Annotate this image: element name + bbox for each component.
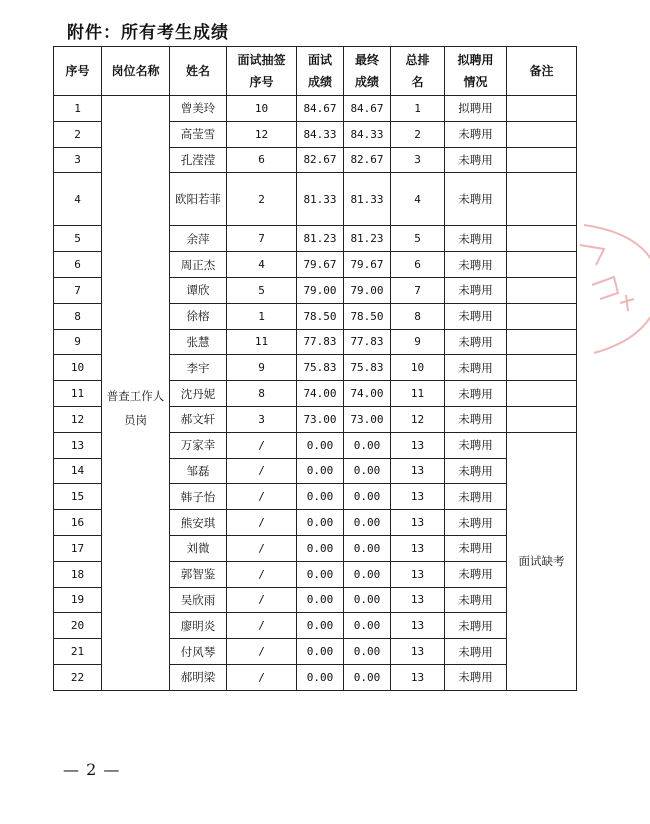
cell-draw: / (227, 639, 297, 665)
cell-no: 13 (54, 432, 102, 458)
cell-name: 吴欣雨 (170, 587, 227, 613)
cell-no: 14 (54, 458, 102, 484)
cell-final: 84.33 (344, 121, 391, 147)
header-interview: 面试成绩 (297, 47, 344, 96)
table-body (54, 96, 577, 691)
cell-rank: 10 (391, 355, 445, 381)
header-position: 岗位名称 (102, 47, 170, 96)
cell-hire: 未聘用 (445, 639, 507, 665)
cell-rank: 13 (391, 664, 445, 690)
cell-no: 12 (54, 406, 102, 432)
cell-draw: 5 (227, 277, 297, 303)
cell-name: 郝文轩 (170, 406, 227, 432)
cell-interview: 0.00 (297, 510, 344, 536)
cell-no: 11 (54, 381, 102, 407)
cell-hire: 拟聘用 (445, 96, 507, 122)
cell-name: 张慧 (170, 329, 227, 355)
cell-rank: 3 (391, 147, 445, 173)
cell-remark (507, 406, 577, 432)
cell-draw: 4 (227, 252, 297, 278)
cell-name: 徐榕 (170, 303, 227, 329)
cell-draw: 8 (227, 381, 297, 407)
cell-hire: 未聘用 (445, 664, 507, 690)
cell-remark (507, 303, 577, 329)
cell-final: 79.00 (344, 277, 391, 303)
cell-hire: 未聘用 (445, 381, 507, 407)
cell-draw: / (227, 664, 297, 690)
header-hire: 拟聘用情况 (445, 47, 507, 96)
cell-name: 李宇 (170, 355, 227, 381)
cell-draw: 6 (227, 147, 297, 173)
cell-final: 84.67 (344, 96, 391, 122)
cell-interview: 79.67 (297, 252, 344, 278)
cell-interview: 0.00 (297, 535, 344, 561)
cell-final: 0.00 (344, 458, 391, 484)
cell-no: 16 (54, 510, 102, 536)
header-name: 姓名 (170, 47, 227, 96)
cell-draw: 7 (227, 226, 297, 252)
cell-rank: 13 (391, 458, 445, 484)
cell-final: 75.83 (344, 355, 391, 381)
cell-no: 17 (54, 535, 102, 561)
cell-rank: 2 (391, 121, 445, 147)
cell-hire: 未聘用 (445, 561, 507, 587)
cell-hire: 未聘用 (445, 432, 507, 458)
cell-draw: / (227, 613, 297, 639)
cell-rank: 13 (391, 639, 445, 665)
cell-hire: 未聘用 (445, 406, 507, 432)
cell-no: 19 (54, 587, 102, 613)
cell-name: 付风琴 (170, 639, 227, 665)
cell-draw: 3 (227, 406, 297, 432)
cell-final: 74.00 (344, 381, 391, 407)
cell-interview: 81.23 (297, 226, 344, 252)
cell-final: 0.00 (344, 561, 391, 587)
cell-hire: 未聘用 (445, 355, 507, 381)
cell-hire: 未聘用 (445, 329, 507, 355)
cell-no: 5 (54, 226, 102, 252)
table-header-row (54, 47, 577, 96)
cell-no: 6 (54, 252, 102, 278)
cell-rank: 12 (391, 406, 445, 432)
cell-draw: / (227, 535, 297, 561)
cell-final: 0.00 (344, 484, 391, 510)
cell-no: 10 (54, 355, 102, 381)
cell-rank: 13 (391, 484, 445, 510)
cell-draw: / (227, 587, 297, 613)
cell-draw: 2 (227, 173, 297, 226)
cell-remark (507, 147, 577, 173)
cell-remark (507, 96, 577, 122)
cell-final: 0.00 (344, 432, 391, 458)
cell-remark (507, 329, 577, 355)
cell-name: 余萍 (170, 226, 227, 252)
cell-no: 9 (54, 329, 102, 355)
cell-interview: 0.00 (297, 664, 344, 690)
cell-interview: 0.00 (297, 484, 344, 510)
cell-interview: 0.00 (297, 432, 344, 458)
cell-hire: 未聘用 (445, 510, 507, 536)
cell-rank: 4 (391, 173, 445, 226)
header-rank: 总排名 (391, 47, 445, 96)
cell-interview: 84.67 (297, 96, 344, 122)
cell-final: 81.23 (344, 226, 391, 252)
cell-rank: 1 (391, 96, 445, 122)
cell-draw: 12 (227, 121, 297, 147)
cell-draw: 11 (227, 329, 297, 355)
cell-no: 21 (54, 639, 102, 665)
cell-rank: 7 (391, 277, 445, 303)
cell-hire: 未聘用 (445, 277, 507, 303)
cell-interview: 78.50 (297, 303, 344, 329)
results-table (53, 46, 577, 691)
document-title: 附件：所有考生成绩 (67, 23, 229, 43)
cell-name: 欧阳若菲 (170, 173, 227, 226)
cell-draw: / (227, 432, 297, 458)
cell-interview: 84.33 (297, 121, 344, 147)
cell-hire: 未聘用 (445, 587, 507, 613)
cell-no: 15 (54, 484, 102, 510)
cell-hire: 未聘用 (445, 484, 507, 510)
cell-rank: 13 (391, 613, 445, 639)
cell-final: 0.00 (344, 639, 391, 665)
header-no: 序号 (54, 47, 102, 96)
cell-remark (507, 226, 577, 252)
official-seal-stamp (574, 215, 650, 355)
page-number: — 2 — (63, 760, 121, 779)
cell-remark (507, 121, 577, 147)
cell-name: 高莹雪 (170, 121, 227, 147)
cell-rank: 13 (391, 432, 445, 458)
cell-name: 廖明炎 (170, 613, 227, 639)
cell-rank: 13 (391, 510, 445, 536)
cell-hire: 未聘用 (445, 303, 507, 329)
cell-name: 曾美玲 (170, 96, 227, 122)
cell-hire: 未聘用 (445, 613, 507, 639)
cell-remark (507, 381, 577, 407)
cell-rank: 5 (391, 226, 445, 252)
cell-remark-absent: 面试缺考 (507, 432, 577, 690)
cell-final: 79.67 (344, 252, 391, 278)
cell-final: 81.33 (344, 173, 391, 226)
cell-rank: 6 (391, 252, 445, 278)
cell-rank: 11 (391, 381, 445, 407)
cell-no: 20 (54, 613, 102, 639)
cell-interview: 0.00 (297, 458, 344, 484)
cell-draw: / (227, 510, 297, 536)
cell-final: 0.00 (344, 510, 391, 536)
cell-rank: 13 (391, 535, 445, 561)
cell-draw: 10 (227, 96, 297, 122)
cell-hire: 未聘用 (445, 252, 507, 278)
cell-name: 孔滢滢 (170, 147, 227, 173)
cell-draw: 1 (227, 303, 297, 329)
cell-rank: 13 (391, 561, 445, 587)
cell-rank: 8 (391, 303, 445, 329)
cell-no: 1 (54, 96, 102, 122)
cell-rank: 13 (391, 587, 445, 613)
cell-hire: 未聘用 (445, 173, 507, 226)
cell-name: 谭欣 (170, 277, 227, 303)
cell-final: 0.00 (344, 613, 391, 639)
cell-final: 0.00 (344, 535, 391, 561)
cell-interview: 79.00 (297, 277, 344, 303)
cell-name: 周正杰 (170, 252, 227, 278)
cell-name: 邹磊 (170, 458, 227, 484)
table-row (54, 96, 577, 122)
cell-name: 韩子怡 (170, 484, 227, 510)
cell-interview: 74.00 (297, 381, 344, 407)
cell-remark (507, 355, 577, 381)
cell-no: 3 (54, 147, 102, 173)
cell-interview: 0.00 (297, 587, 344, 613)
cell-no: 22 (54, 664, 102, 690)
cell-final: 78.50 (344, 303, 391, 329)
cell-hire: 未聘用 (445, 226, 507, 252)
cell-no: 8 (54, 303, 102, 329)
cell-position-name: 普查工作人员岗 (102, 96, 170, 691)
cell-interview: 0.00 (297, 639, 344, 665)
cell-draw: / (227, 561, 297, 587)
cell-no: 7 (54, 277, 102, 303)
cell-draw: 9 (227, 355, 297, 381)
cell-hire: 未聘用 (445, 121, 507, 147)
header-final: 最终成绩 (344, 47, 391, 96)
cell-hire: 未聘用 (445, 458, 507, 484)
cell-hire: 未聘用 (445, 535, 507, 561)
cell-interview: 81.33 (297, 173, 344, 226)
header-remark: 备注 (507, 47, 577, 96)
header-draw: 面试抽签序号 (227, 47, 297, 96)
cell-final: 82.67 (344, 147, 391, 173)
cell-final: 0.00 (344, 664, 391, 690)
cell-final: 0.00 (344, 587, 391, 613)
cell-final: 73.00 (344, 406, 391, 432)
cell-name: 万家幸 (170, 432, 227, 458)
cell-name: 熊安琪 (170, 510, 227, 536)
cell-name: 沈丹妮 (170, 381, 227, 407)
cell-draw: / (227, 484, 297, 510)
cell-rank: 9 (391, 329, 445, 355)
cell-no: 18 (54, 561, 102, 587)
cell-no: 4 (54, 173, 102, 226)
cell-interview: 77.83 (297, 329, 344, 355)
cell-interview: 82.67 (297, 147, 344, 173)
cell-remark (507, 277, 577, 303)
cell-hire: 未聘用 (445, 147, 507, 173)
cell-name: 郝明梁 (170, 664, 227, 690)
cell-draw: / (227, 458, 297, 484)
cell-name: 刘微 (170, 535, 227, 561)
cell-final: 77.83 (344, 329, 391, 355)
cell-remark (507, 173, 577, 226)
cell-interview: 0.00 (297, 561, 344, 587)
cell-no: 2 (54, 121, 102, 147)
cell-interview: 73.00 (297, 406, 344, 432)
cell-remark (507, 252, 577, 278)
cell-name: 郭智鉴 (170, 561, 227, 587)
cell-interview: 0.00 (297, 613, 344, 639)
cell-interview: 75.83 (297, 355, 344, 381)
